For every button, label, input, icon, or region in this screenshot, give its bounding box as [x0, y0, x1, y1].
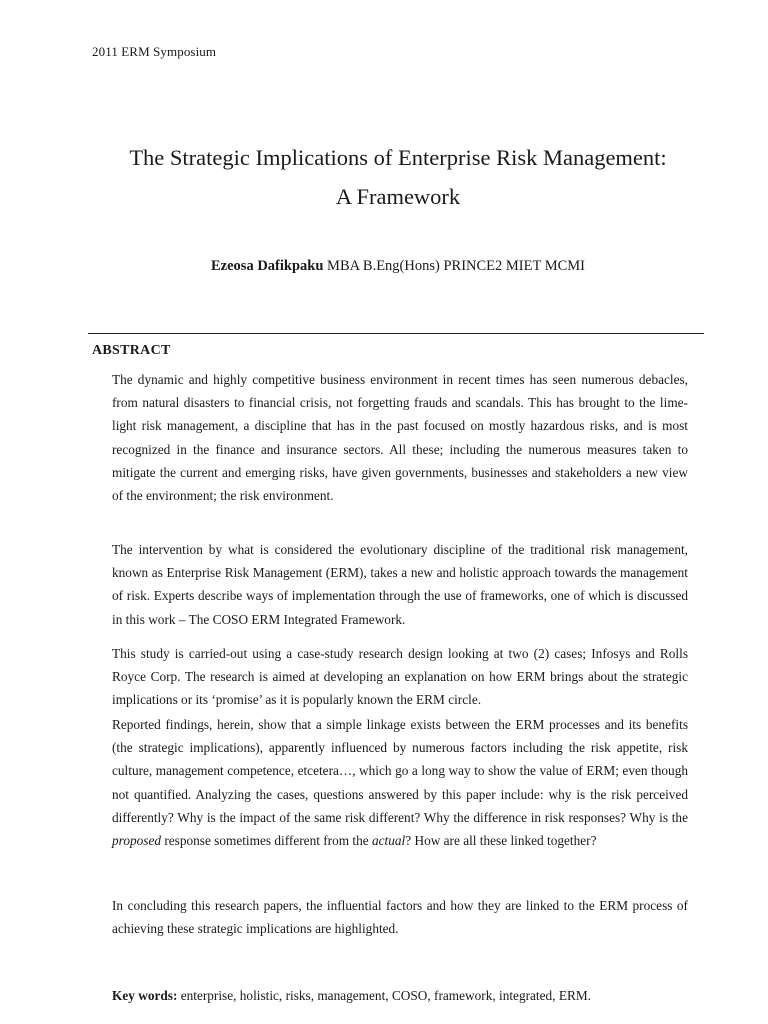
abstract-paragraph-5: In concluding this research papers, the influential factors and how they are linked to the ERM process of achieving these strategic implications are highlighted. [112, 898, 688, 937]
abstract-paragraph-3: This study is carried-out using a case-study research design looking at two (2) cases; Infosys and Rolls Royce Corp. The research is aimed at developing an explanation on how ERM brings about the strategic implications or its ‘promise’ as it is popularly known the ERM circle. [112, 646, 688, 708]
author-name: Ezeosa Dafikpaku [211, 258, 324, 274]
abstract-heading: ABSTRACT [92, 343, 171, 358]
author-credentials: MBA B.Eng(Hons) PRINCE2 MIET MCMI [323, 258, 585, 274]
title-line-1: The Strategic Implications of Enterprise Risk Management: [129, 145, 667, 170]
keywords-label: Key words: [112, 988, 178, 1003]
paper-title [60, 138, 736, 216]
keywords-line [112, 988, 712, 1004]
horizontal-rule [88, 333, 704, 334]
abstract-paragraph-1: The dynamic and highly competitive business environment in recent times has seen numerous debacles, from natural disasters to financial crisis, not forgetting frauds and scandals. This has brought to the lime-light risk management, a discipline that has in the past focused on mostly hazardous risks, and is most recognized in the finance and insurance sectors. All these; including the numerous measures taken to mitigate the current and emerging risks, have given governments, businesses and stakeholders a new view of the environment; the risk environment. [112, 372, 688, 504]
keywords-text: enterprise, holistic, risks, management, COSO, framework, integrated, ERM. [177, 988, 591, 1003]
abstract-paragraph-2: The intervention by what is considered the evolutionary discipline of the traditional risk management, known as Enterprise Risk Management (ERM), takes a new and holistic approach towards the management of risk. Experts describe ways of implementation through the use of frameworks, one of which is discussed in this work – The COSO ERM Integrated Framework. [112, 542, 688, 627]
title-line-2: A Framework [335, 184, 461, 209]
abstract-paragraph-4-part-a: Reported findings, herein, show that a simple linkage exists between the ERM processes and its benefits (the strategic implications), apparently influenced by numerous factors including the risk appetite, risk culture, management competence, etcetera…, which go a long way to show the value of ERM; even though not quantified. Analyzing the cases, questions answered by this paper include: why is the risk perceived differently? Why is the impact of the same risk different? Why the difference in risk responses? Why is the [112, 717, 688, 825]
abstract-paragraph-4-part-b: response sometimes different from the [161, 833, 372, 849]
abstract-paragraph-4-part-c: ? How are all these linked together? [405, 833, 597, 849]
abstract-paragraph-4 [112, 713, 688, 852]
running-header: 2011 ERM Symposium [92, 44, 217, 59]
author-line [60, 258, 736, 275]
emphasis-proposed: proposed [112, 833, 161, 849]
emphasis-actual: actual [371, 833, 406, 849]
